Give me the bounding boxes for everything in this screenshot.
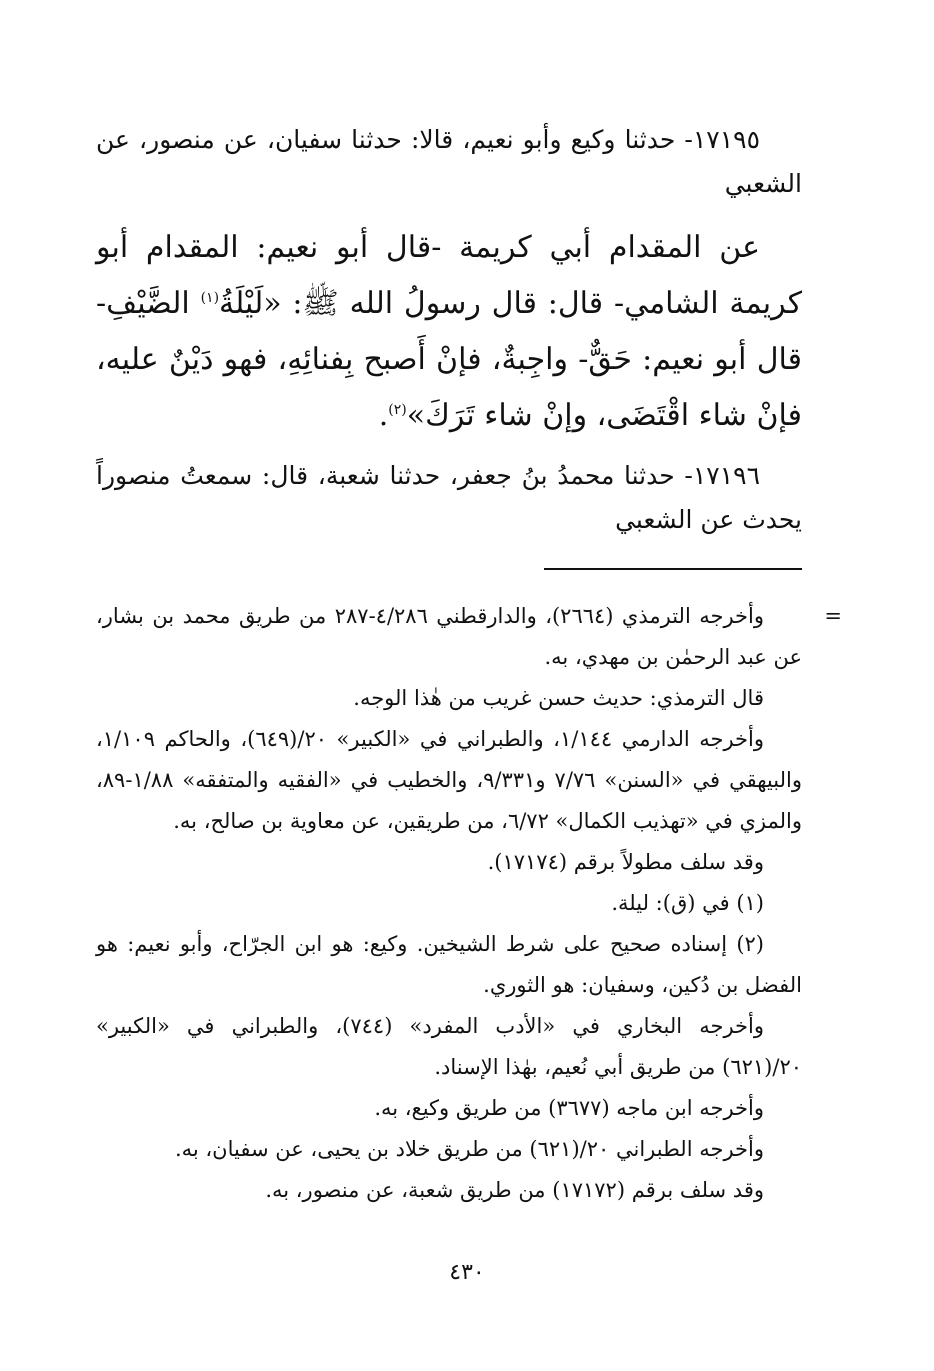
page-number: ٤٣٠ — [449, 1260, 485, 1285]
footnote-line — [96, 596, 842, 678]
footnote-2: (٢) إسناده صحيح على شرط الشيخين. وكيع: هو ابن الجرّاح، وأبو نعيم: هو الفضل بن دُكين، وسفيان: هو الثوري. — [96, 932, 802, 997]
footnote-separator — [544, 568, 802, 570]
matn-part-b: الضَّيْفِ- قال أبو نعيم: حَقٌّ- واجِبةٌ، فإنْ أَصبح بِفنائِهِ، فهو دَيْنٌ عليه، فإنْ شاء اقْتَضَى، وإنْ شاء تَرَكَ» — [96, 286, 802, 433]
continuation-mark: = — [824, 604, 842, 628]
footnote-line: وأخرجه ابن ماجه (٣٦٧٧) من طريق وكيع، به. — [374, 1096, 764, 1120]
footnote-line: وأخرجه الطبراني ٢٠/(٦٢١) من طريق خلاد بن يحيى، عن سفيان، به. — [174, 1137, 764, 1161]
footnote-line: قال الترمذي: حديث حسن غريب من هٰذا الوجه. — [353, 686, 764, 710]
footnote-ref-2: (٢) — [388, 402, 407, 418]
footnotes — [96, 596, 842, 1211]
hadith-17195-isnad: ١٧١٩٥- حدثنا وكيع وأبو نعيم، قالا: حدثنا سفيان، عن منصور، عن الشعبي — [96, 125, 802, 198]
footnote-line: وقد سلف برقم (١٧١٧٢) من طريق شعبة، عن منصور، به. — [265, 1178, 764, 1202]
main-text — [96, 118, 802, 542]
footnote-line: وأخرجه البخاري في «الأدب المفرد» (٧٤٤)، والطبراني في «الكبير» ٢٠/(٦٢١) من طريق أبي نُعيم، بهٰذا الإسناد. — [96, 1014, 802, 1079]
footnote-text: وأخرجه الترمذي (٢٦٦٤)، والدارقطني ٤/٢٨٦-٢٨٧ من طريق محمد بن بشار، عن عبد الرحمٰن بن مهدي، به. — [96, 604, 802, 669]
footnote-1: (١) في (ق): ليلة. — [611, 891, 764, 915]
hadith-17196-isnad: ١٧١٩٦- حدثنا محمدُ بنُ جعفر، حدثنا شعبة، قال: سمعتُ منصوراً يحدث عن الشعبي — [96, 461, 802, 534]
footnote-ref-1: (١) — [200, 290, 220, 306]
footnote-line: وقد سلف مطولاً برقم (١٧١٧٤). — [487, 850, 764, 874]
matn-part-a: عن المقدام أبي كريمة -قال أبو نعيم: المقدام أبو كريمة الشامي- قال: قال رسولُ الله ﷺ: «لَيْلَةُ — [96, 230, 802, 321]
matn-part-c: . — [378, 398, 389, 433]
footnote-line: وأخرجه الدارمي ١/١٤٤، والطبراني في «الكبير» ٢٠/(٦٤٩)، والحاكم ١/١٠٩، والبيهقي في «السنن» ٧/٧٦ و٩/٣٣١، والخطيب في «الفقيه والمتفقه» ١/٨٨-٨٩، والمزي في «تهذيب الكمال» ٦/٧٢، من طريقين، عن معاوية بن صالح، به. — [96, 727, 802, 833]
hadith-17195-matn — [96, 220, 802, 444]
